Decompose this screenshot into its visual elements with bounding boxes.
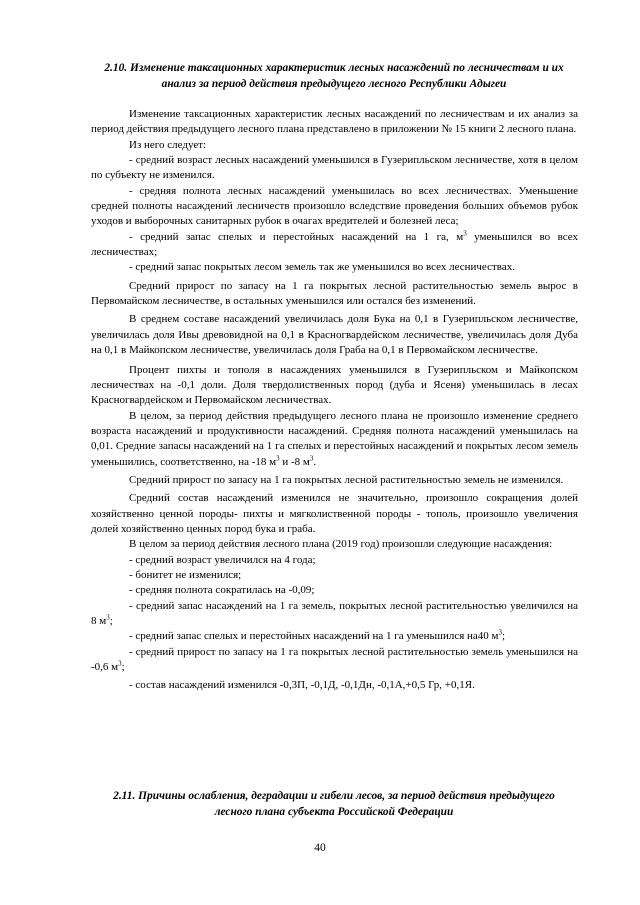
list-item: - состав насаждений изменился -0,3П, -0,1Д, -0,1Дн, -0,1А,+0,5 Гр, +0,1Я. — [129, 679, 475, 692]
list-item: - средний возраст лесных насаждений уменьшился в Гузерипльском лесничестве, хотя в целом по субъекту не изменился. — [91, 154, 578, 182]
list-item: - средний запас спелых и перестойных насаждений на 1 га уменьшился на40 $м^3$; — [129, 628, 506, 643]
list-item: - средний возраст увеличился на 4 года; — [129, 553, 316, 566]
section-heading-2-10: 2.10. Изменение таксационных характеристик лесных насаждений по лесничествам и их анализ за период действия предыдущего лесного Республики Адыгеи — [104, 62, 564, 90]
paragraph: Средний состав насаждений изменился не значительно, произошло сокращения долей хозяйственно ценной породы- пихты и мягколиственной породы - тополь, произошло увеличения долей хозяйственно ценных пород бука и граба. — [91, 492, 578, 535]
paragraph: Средний прирост по запасу на 1 га покрытых лесной растительностью земель не изменился. — [129, 473, 564, 486]
page-number: 40 — [314, 842, 326, 854]
paragraph: Процент пихты и тополя в насаждениях уменьшился в Гузерипльском и Майкопском лесничествах на -0,1 доли. Доля твердолиственных пород (дуба и Ясеня) уменьшилась в лесах Красногвардейском и Первомайском лесничествах. — [91, 363, 578, 407]
paragraph: В среднем составе насаждений увеличилась доля Бука на 0,1 в Гузерипльском лесничестве, увеличилась доля Ивы древовидной на 0,1 в Красногвардейском лесничестве, увеличилась доля Дуба на 0,1 в Майкопском лесничестве, увеличилась доля Граба на 0,1 в Первомайском лесничестве. — [91, 313, 578, 357]
paragraph: В целом за период действия лесного плана (2019 год) произошли следующие насаждения: — [129, 538, 553, 551]
paragraph: В целом, за период действия предыдущего лесного плана не произошло изменение среднего возраста насаждений и продуктивности насаждений. Средняя полнота насаждений уменьшилась на 0,01. Средние запасы насаждений на 1 га спелых и перестойных насаждений и покрытых лесом земель уменьшились, соответственно, на -18 $м^3$ и -8 $м^3$. — [91, 409, 578, 468]
list-item: - средний прирост по запасу на 1 га покрытых лесной растительностью земель уменьшился на -0,6 $м^3$; — [91, 645, 578, 674]
list-item: - бонитет не изменился; — [129, 568, 242, 581]
list-item: - средняя полнота лесных насаждений уменьшилась во всех лесничествах. Уменьшение средней полноты насаждений лесничеств произошло вследствие проведения больших объемов рубок уходов и выборочных санитарных рубок в очагах вредителей и болезней леса; — [91, 184, 578, 228]
list-item: - средний запас насаждений на 1 га земель, покрытых лесной растительностью увеличился на 8 $м^3$; — [91, 599, 578, 627]
list-item: - средний запас покрытых лесом земель так же уменьшился во всех лесничествах. — [129, 261, 515, 274]
list-item: - средний запас спелых и перестойных насаждений на 1 га, $м^3$ уменьшился во всех лесничествах; — [91, 229, 578, 259]
paragraph: Средний прирост по запасу на 1 га покрытых лесной растительностью земель вырос в Первомайском лесничестве, в остальных уменьшился или остался без изменений. — [91, 279, 578, 308]
paragraph: Изменение таксационных характеристик лесных насаждений по лесничествам и их анализ за период действия предыдущего лесного плана представлено в приложении № 15 книги 2 лесного плана. — [91, 108, 578, 136]
paragraph: Из него следует: — [129, 138, 207, 151]
list-item: - средняя полнота сократилась на -0,09; — [129, 584, 315, 597]
section-body — [91, 107, 578, 694]
section-heading-2-11: 2.11. Причины ослабления, деградации и гибели лесов, за период действия предыдущего лесного плана субъекта Российской Федерации — [113, 790, 555, 818]
